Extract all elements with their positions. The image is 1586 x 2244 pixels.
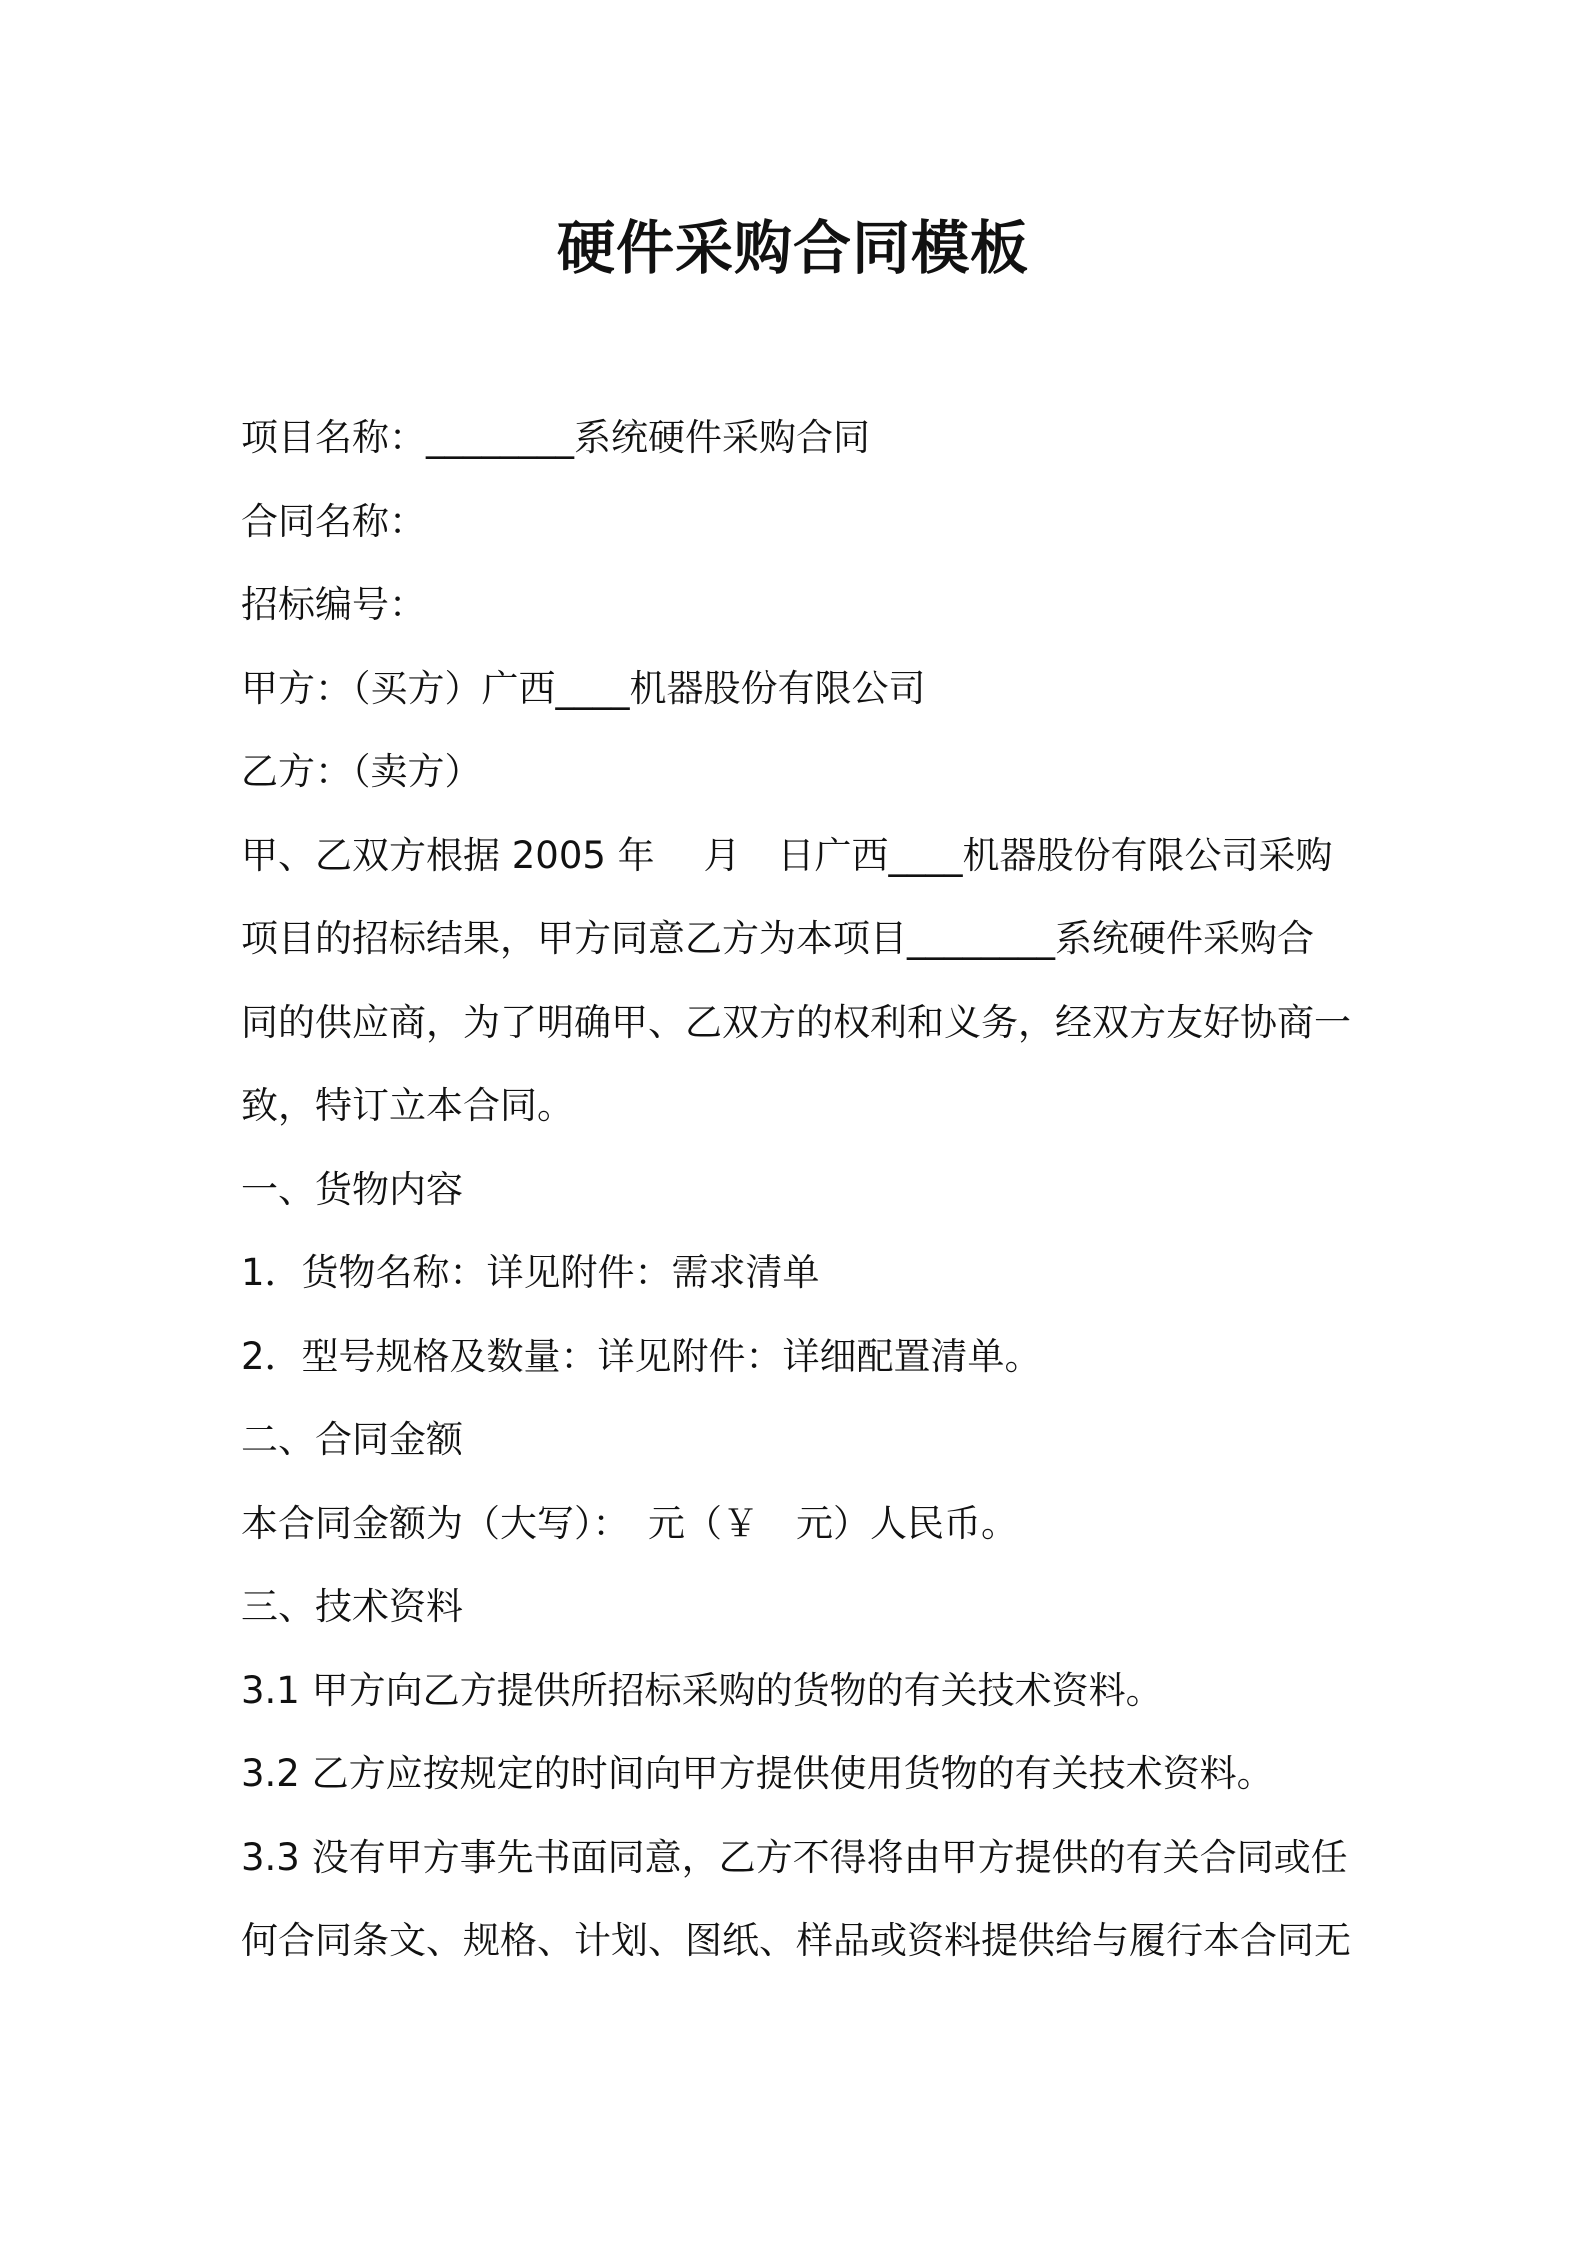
project-name-line: 项目名称：________系统硬件采购合同 bbox=[241, 416, 870, 459]
party-a-line: 甲方：（买方）广西____机器股份有限公司 bbox=[241, 666, 926, 710]
section-heading-amount: 二、合同金额 bbox=[241, 1418, 463, 1461]
preamble-line-4: 致，特订立本合同。 bbox=[241, 1084, 574, 1127]
document-title: 硬件采购合同模板 bbox=[556, 214, 1029, 282]
preamble-line-2: 项目的招标结果，甲方同意乙方为本项目________系统硬件采购合 bbox=[241, 917, 1314, 960]
contract-name-line: 合同名称： bbox=[241, 499, 426, 543]
technical-item-3-1: 3.1 甲方向乙方提供所招标采购的货物的有关技术资料。 bbox=[241, 1668, 1163, 1712]
bid-number-line: 招标编号： bbox=[241, 583, 426, 626]
amount-line: 本合同金额为（大写）： 元（￥ 元）人民币。 bbox=[241, 1501, 1018, 1545]
preamble-line-3: 同的供应商，为了明确甲、乙双方的权利和义务，经双方友好协商一 bbox=[241, 1000, 1351, 1044]
section-heading-technical: 三、技术资料 bbox=[241, 1585, 463, 1628]
section-heading-goods: 一、货物内容 bbox=[241, 1167, 463, 1211]
party-b-line: 乙方：（卖方） bbox=[241, 750, 482, 793]
document-body bbox=[241, 396, 1361, 1983]
preamble-line-1: 甲、乙双方根据 2005 年 月 日广西____机器股份有限公司采购 bbox=[241, 833, 1333, 877]
technical-item-3-2: 3.2 乙方应按规定的时间向甲方提供使用货物的有关技术资料。 bbox=[241, 1752, 1274, 1795]
goods-item-1: 1．货物名称：详见附件：需求清单 bbox=[241, 1251, 820, 1294]
technical-item-3-3-line-2: 何合同条文、规格、计划、图纸、样品或资料提供给与履行本合同无 bbox=[241, 1919, 1351, 1962]
technical-item-3-3-line-1: 3.3 没有甲方事先书面同意，乙方不得将由甲方提供的有关合同或任 bbox=[241, 1835, 1348, 1879]
goods-item-2: 2．型号规格及数量：详见附件：详细配置清单。 bbox=[241, 1334, 1042, 1378]
